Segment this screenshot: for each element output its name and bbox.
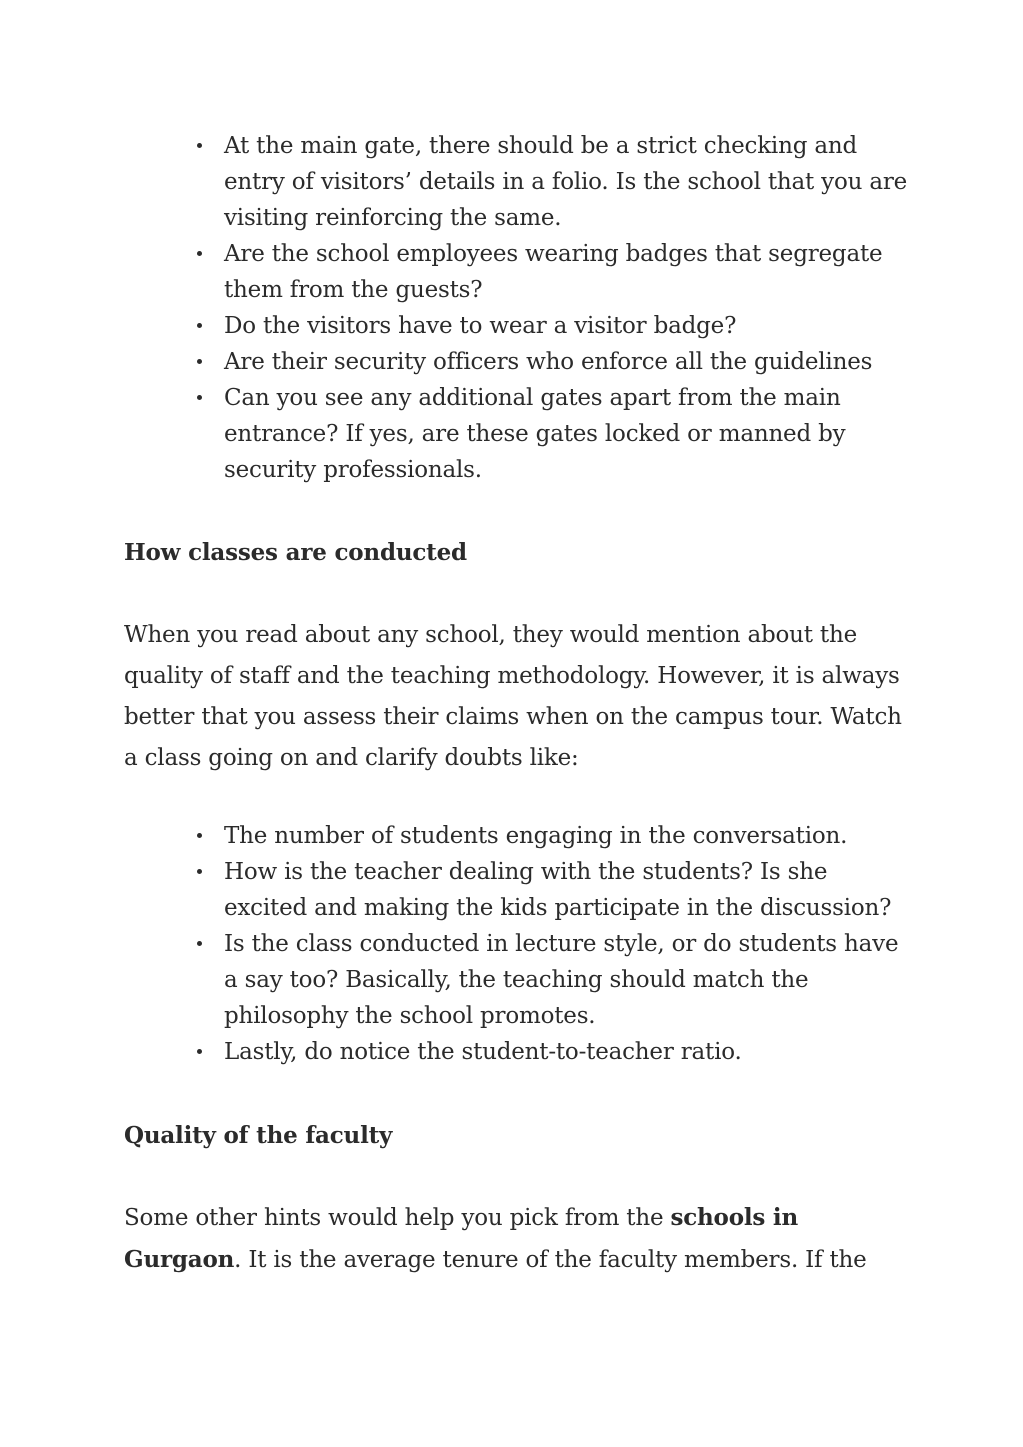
bullet-icon <box>197 869 202 874</box>
section-paragraph-faculty <box>124 1197 914 1281</box>
section-heading-faculty: Quality of the faculty <box>124 1122 393 1149</box>
section-heading-classes: How classes are conducted <box>124 539 467 566</box>
list-item <box>195 380 915 488</box>
list-item <box>195 344 915 380</box>
list-item-text: At the main gate, there should be a strict checking and entry of visitors’ details in a folio. Is the school that you are visiting reinforcing the same. <box>224 133 908 231</box>
bullet-icon <box>197 941 202 946</box>
bullet-icon <box>197 833 202 838</box>
list-item <box>195 1034 915 1070</box>
list-item <box>195 926 915 1034</box>
list-item-text: Can you see any additional gates apart from the main entrance? If yes, are these gates locked or manned by security professionals. <box>224 385 846 483</box>
schools-link-text: schools in Gurgaon <box>124 1204 798 1273</box>
list-item <box>195 128 915 236</box>
classroom-checklist <box>195 818 915 1070</box>
list-item <box>195 854 915 926</box>
list-item-text: Is the class conducted in lecture style, or do students have a say too? Basically, the teaching should match the philosophy the school promotes. <box>224 931 899 1029</box>
bullet-icon <box>197 323 202 328</box>
bullet-icon <box>197 395 202 400</box>
list-item-text: Lastly, do notice the student-to-teacher ratio. <box>224 1039 742 1065</box>
bullet-icon <box>197 359 202 364</box>
bullet-icon <box>197 1049 202 1054</box>
list-item-text: How is the teacher dealing with the students? Is she excited and making the kids participate in the discussion? <box>224 859 892 921</box>
paragraph-text: . It is the average tenure of the faculty members. If the <box>234 1247 867 1273</box>
list-item-text: Are their security officers who enforce all the guidelines <box>224 349 873 375</box>
list-item <box>195 308 915 344</box>
list-item-text: Are the school employees wearing badges that segregate them from the guests? <box>224 241 883 303</box>
list-item <box>195 818 915 854</box>
list-item <box>195 236 915 308</box>
paragraph-text: Some other hints would help you pick from the <box>124 1205 671 1231</box>
list-item-text: Do the visitors have to wear a visitor badge? <box>224 313 737 339</box>
list-item-text: The number of students engaging in the conversation. <box>224 823 848 849</box>
bullet-icon <box>197 143 202 148</box>
security-checklist <box>195 128 915 488</box>
bullet-icon <box>197 251 202 256</box>
section-paragraph-classes: When you read about any school, they would mention about the quality of staff and the teaching methodology. However, it is always better that you assess their claims when on the campus tour. Watch a class going on and clarify doubts like: <box>124 622 902 771</box>
